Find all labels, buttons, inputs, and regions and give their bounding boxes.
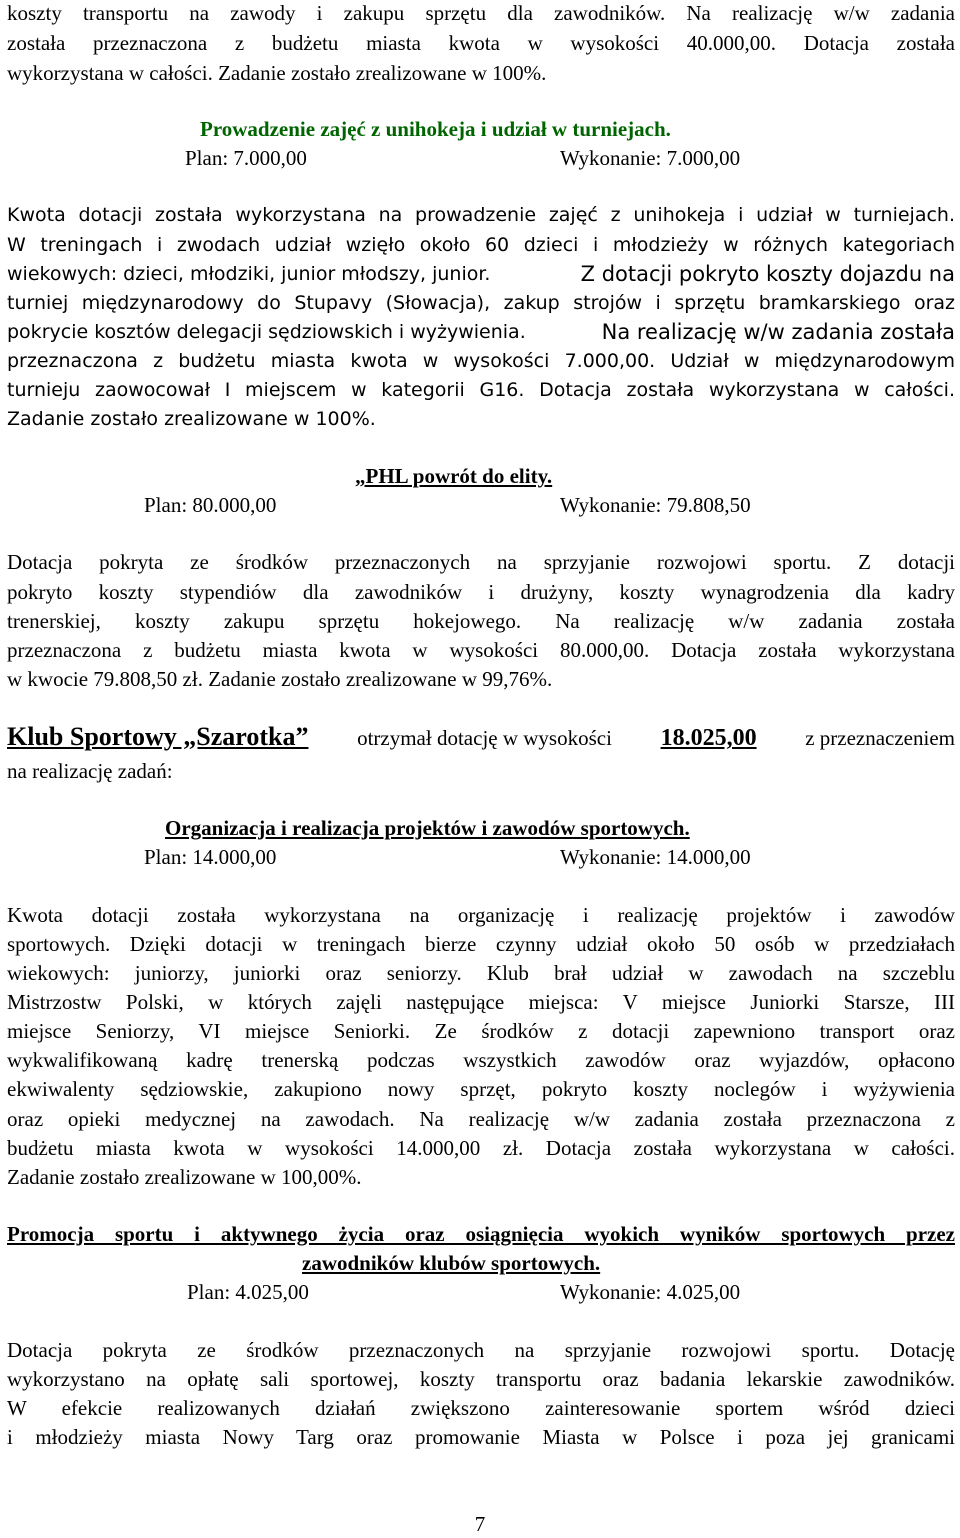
promocja-line-2: wykorzystano na opłatę sali sportowej, koszty transportu oraz badania lekarskie zawodników. xyxy=(7,1367,955,1391)
unihokej-line-2: W treningach i zwodach udział wzięło około 60 dzieci i młodzieży w różnych kategoriach xyxy=(7,234,955,256)
phl-line-1: Dotacja pokryta ze środków przeznaczonych na sprzyjanie rozwojowi sportu. Z dotacji xyxy=(7,550,955,574)
unihokej-line-3a: wiekowych: dzieci, młodziki, junior młodszy, junior. xyxy=(7,263,491,285)
promocja-line-1: Dotacja pokryta ze środków przeznaczonych na sprzyjanie rozwojowi sportu. Dotację xyxy=(7,1338,955,1362)
unihokej-line-8: Zadanie zostało zrealizowane w 100%. xyxy=(7,408,376,430)
projekty-line-6: wykwalifikowaną kadrę trenerską podczas wszystkich zawodów oraz wyjazdów, opłacono xyxy=(7,1048,955,1072)
promocja-heading-line-1: Promocja sportu i aktywnego życia oraz osiągnięcia wyokich wyników sportowych przez xyxy=(7,1222,955,1246)
projekty-line-1: Kwota dotacji została wykorzystana na organizację i realizację projektów i zawodów xyxy=(7,903,955,927)
intro-line-1: koszty transportu na zawody i zakupu sprzętu dla zawodników. Na realizację w/w zadania xyxy=(7,1,955,25)
projekty-line-4: Mistrzostw Polski, w których zajęli następujące miejsca: V miejsce Juniorki Starsze, III xyxy=(7,990,955,1014)
unihokej-line-1: Kwota dotacji została wykorzystana na prowadzenie zajęć z unihokeja i udział w turniejach. xyxy=(7,204,955,226)
projekty-line-2: sportowych. Dzięki dotacji w treningach bierze czynny udział około 50 osób w przedziałach xyxy=(7,932,955,956)
promocja-plan: Plan: 4.025,00 xyxy=(187,1280,309,1304)
promocja-line-4: i młodzieży miasta Nowy Targ oraz promowanie Miasta w Polsce i poza jej granicami xyxy=(7,1425,955,1449)
unihokej-line-3b: Z dotacji pokryto koszty dojazdu na xyxy=(580,262,955,286)
phl-line-5: w kwocie 79.808,50 zł. Zadanie zostało zrealizowane w 99,76%. xyxy=(7,667,553,691)
unihokej-heading: Prowadzenie zajęć z unihokeja i udział w turniejach. xyxy=(200,117,671,141)
unihokej-line-5b: Na realizację w/w zadania została xyxy=(601,320,955,344)
club-heading-line xyxy=(7,722,955,753)
club-amount: 18.025,00 xyxy=(660,725,757,751)
projekty-line-7: ekwiwalenty sędziowskie, zakupiono nowy sprzęt, pokryto koszty noclegów i wyżywienia xyxy=(7,1077,955,1101)
projekty-wykonanie: Wykonanie: 14.000,00 xyxy=(560,845,751,869)
phl-line-2: pokryto koszty stypendiów dla zawodników i drużyny, koszty wynagrodzenia dla kadry xyxy=(7,580,955,604)
projekty-plan: Plan: 14.000,00 xyxy=(144,845,277,869)
unihokej-wykonanie: Wykonanie: 7.000,00 xyxy=(560,146,741,170)
club-text-before-amount: otrzymał dotację w wysokości xyxy=(357,726,612,750)
club-text-after-amount: z przeznaczeniem xyxy=(805,726,955,750)
projekty-line-8: oraz opieki medycznej na zawodach. Na realizację w/w zadania została przeznaczona z xyxy=(7,1107,955,1131)
phl-plan: Plan: 80.000,00 xyxy=(144,493,277,517)
promocja-wykonanie: Wykonanie: 4.025,00 xyxy=(560,1280,741,1304)
unihokej-line-4: turniej międzynarodowy do Stupavy (Słowacja), zakup strojów i sprzętu bramkarskiego oraz xyxy=(7,292,955,314)
unihokej-plan: Plan: 7.000,00 xyxy=(185,146,307,170)
promocja-line-3: W efekcie realizowanych działań zwiększono zainteresowanie sportem wśród dzieci xyxy=(7,1396,955,1420)
projekty-heading: Organizacja i realizacja projektów i zawodów sportowych. xyxy=(165,816,690,840)
projekty-line-10: Zadanie zostało zrealizowane w 100,00%. xyxy=(7,1165,362,1189)
promocja-heading-line-2: zawodników klubów sportowych. xyxy=(302,1251,601,1275)
projekty-line-3: wiekowych: juniorzy, juniorki oraz seniorzy. Klub brał udział w zawodach na szczeblu xyxy=(7,961,955,985)
unihokej-line-7: turnieju zaowocował I miejscem w kategorii G16. Dotacja została wykorzystana w całości. xyxy=(7,379,955,401)
club-name: Klub Sportowy „Szarotka” xyxy=(7,722,309,751)
projekty-line-5: miejsce Seniorzy, VI miejsce Seniorki. Ze środków z dotacji zapewniono transport oraz xyxy=(7,1019,955,1043)
phl-heading: „PHL powrót do elity. xyxy=(355,464,553,488)
club-second-line: na realizację zadań: xyxy=(7,759,173,783)
phl-line-3: trenerskiej, koszty zakupu sprzętu hokejowego. Na realizację w/w zadania została xyxy=(7,609,955,633)
unihokej-line-6: przeznaczona z budżetu miasta kwota w wysokości 7.000,00. Udział w międzynarodowym xyxy=(7,350,955,372)
phl-line-4: przeznaczona z budżetu miasta kwota w wysokości 80.000,00. Dotacja została wykorzystana xyxy=(7,638,955,662)
page-number: 7 xyxy=(474,1512,486,1536)
unihokej-line-5a: pokrycie kosztów delegacji sędziowskich i wyżywienia. xyxy=(7,321,526,343)
projekty-line-9: budżetu miasta kwota w wysokości 14.000,00 zł. Dotacja została wykorzystana w całości. xyxy=(7,1136,955,1160)
intro-line-2: została przeznaczona z budżetu miasta kwota w wysokości 40.000,00. Dotacja została xyxy=(7,31,955,55)
intro-line-3: wykorzystana w całości. Zadanie zostało zrealizowane w 100%. xyxy=(7,61,547,85)
phl-wykonanie: Wykonanie: 79.808,50 xyxy=(560,493,751,517)
